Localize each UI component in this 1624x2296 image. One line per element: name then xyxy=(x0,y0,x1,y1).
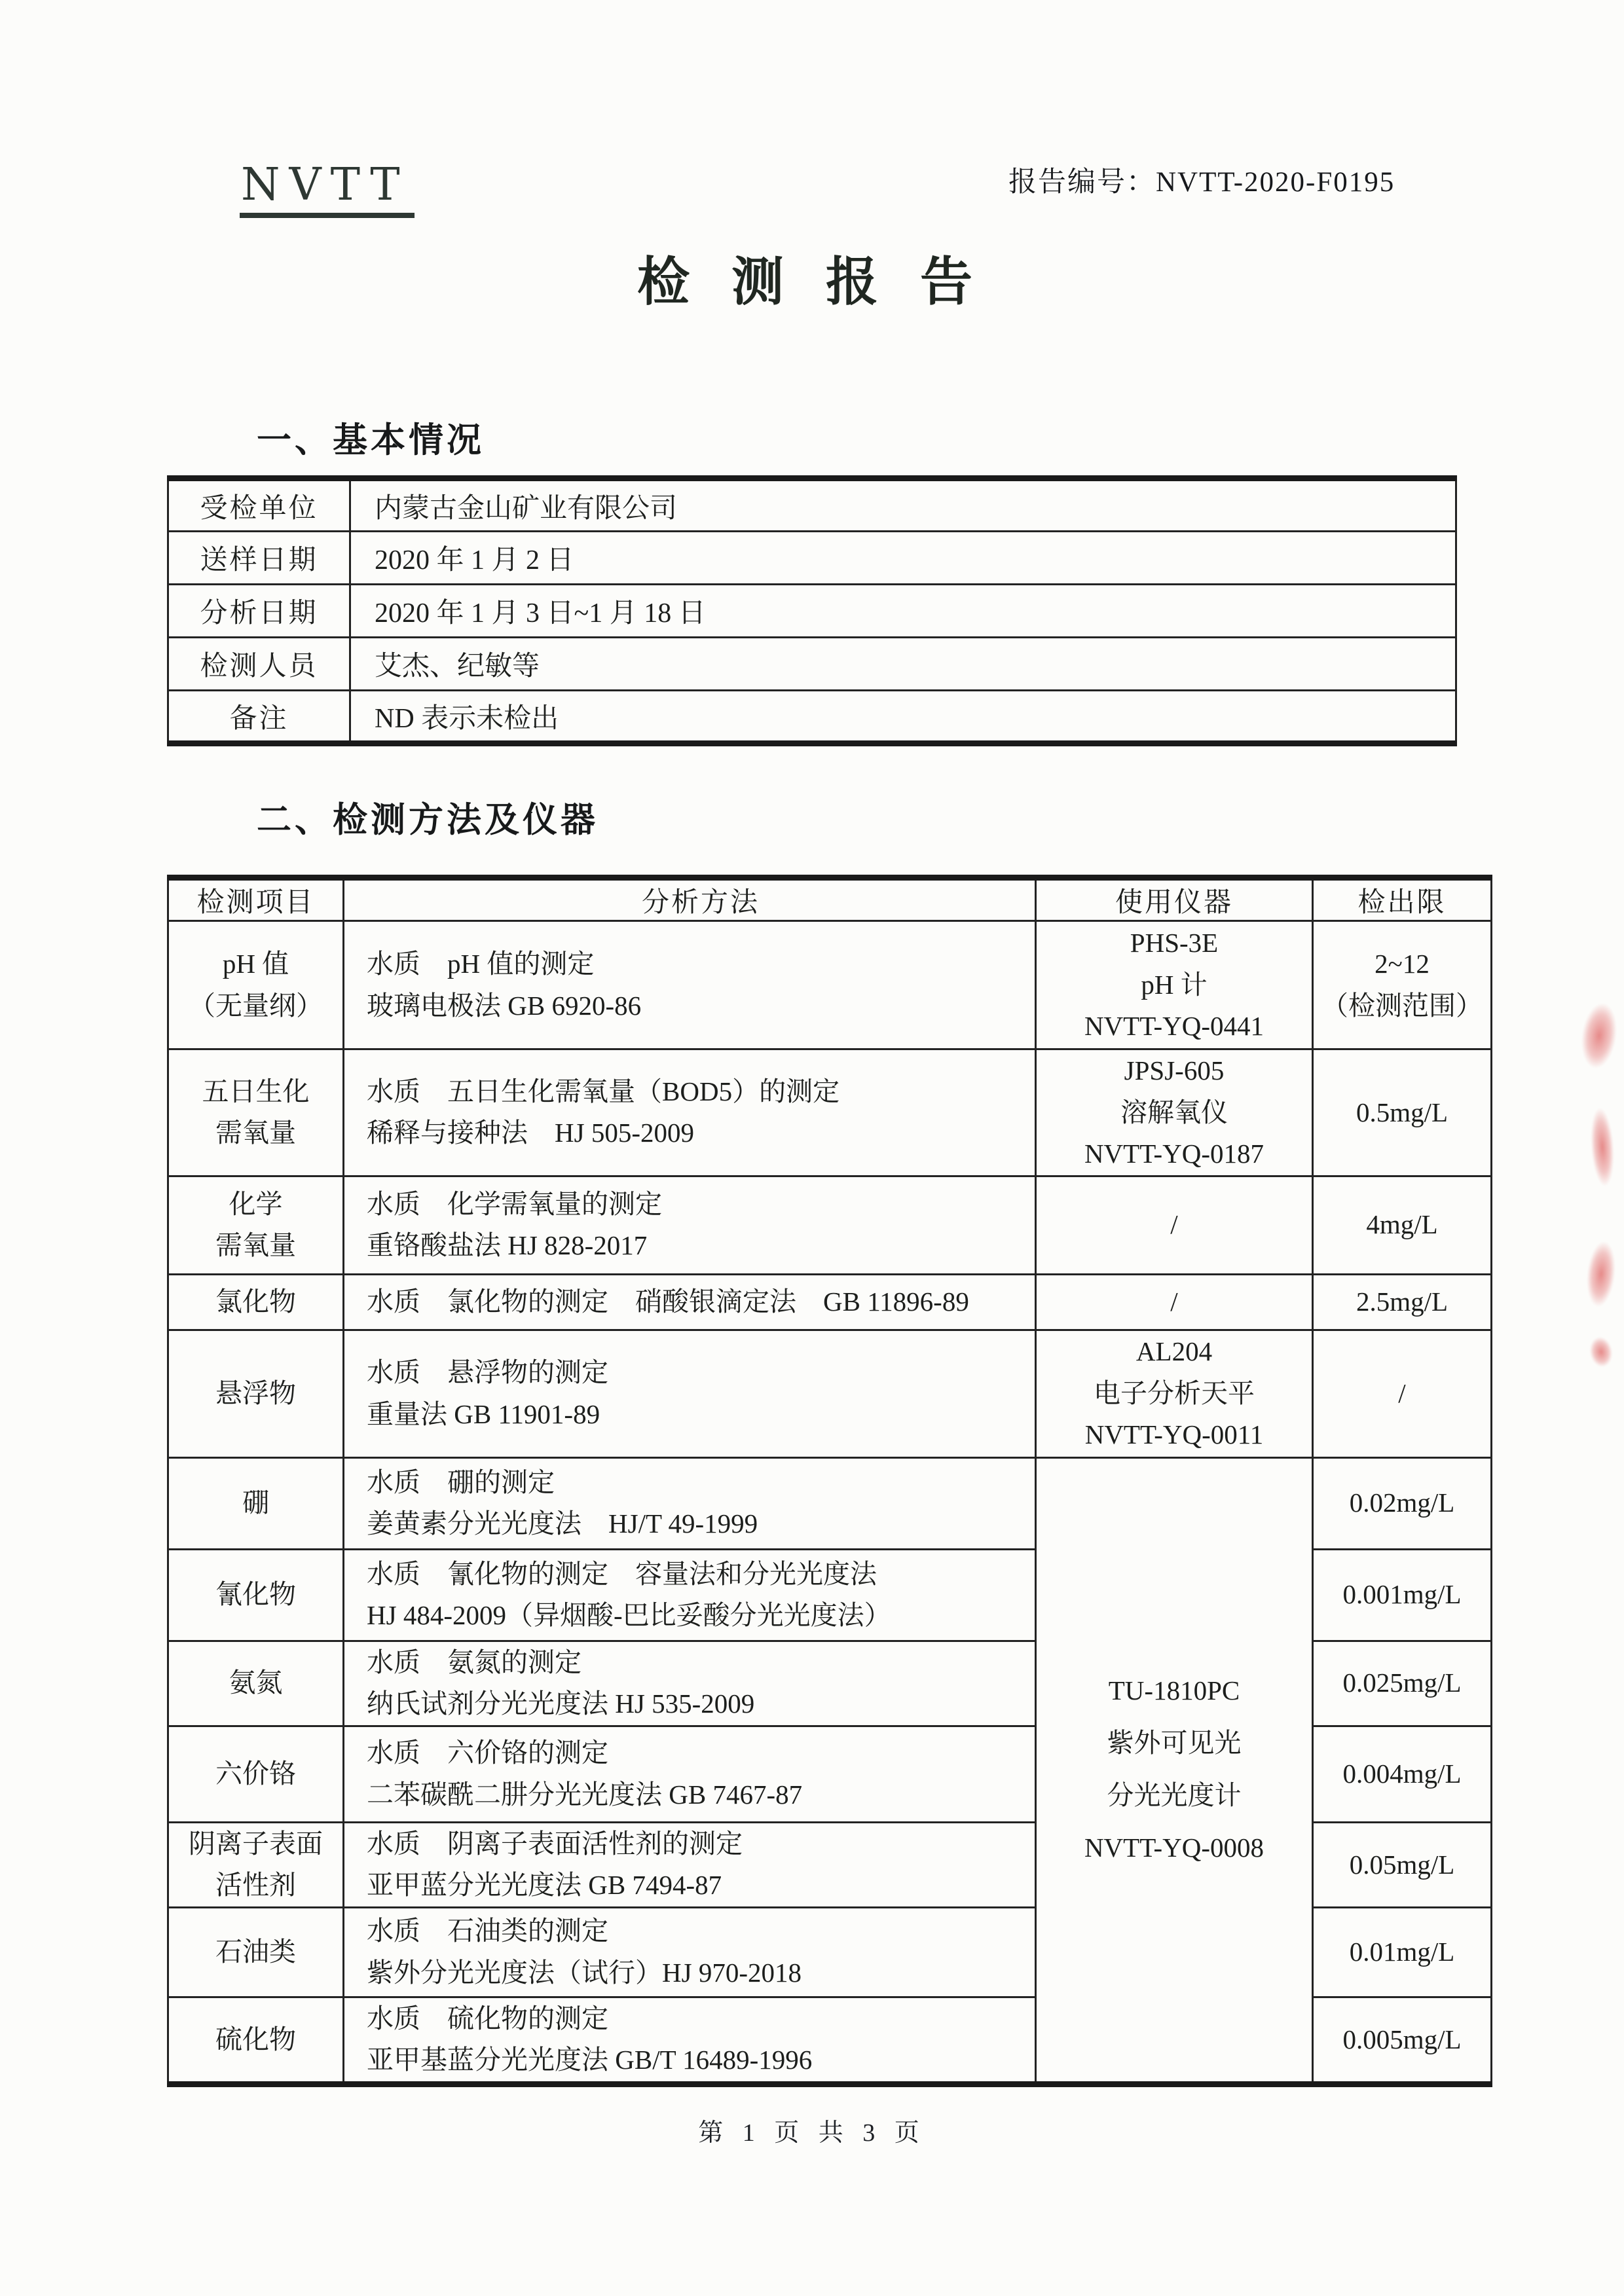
table-row-cod xyxy=(168,1176,1492,1274)
limit-cell xyxy=(1313,1641,1492,1726)
limit-cell xyxy=(1313,1049,1492,1176)
instrument-cell xyxy=(1036,1330,1313,1457)
cell-line: 石油类 xyxy=(215,1937,296,1967)
item-cell xyxy=(168,1176,344,1274)
cell-line: NVTT-YQ-0011 xyxy=(1084,1419,1264,1450)
page-title: 检 测 报 告 xyxy=(637,254,987,312)
item-cell xyxy=(168,1641,344,1726)
row-value: 2020 年 1 月 2 日 xyxy=(350,532,1456,585)
method-cell xyxy=(344,1176,1036,1274)
row-value: 内蒙古金山矿业有限公司 xyxy=(350,479,1456,532)
cell-line: 2.5mg/L xyxy=(1356,1286,1449,1317)
cell-line: 六价铬 xyxy=(215,1758,296,1789)
table-row xyxy=(168,532,1456,585)
cell-line: 0.004mg/L xyxy=(1342,1758,1462,1789)
report-number xyxy=(1008,160,1395,200)
page-number: 第 1 页 共 3 页 xyxy=(698,2119,926,2147)
item-cell xyxy=(168,1049,344,1176)
cell-line: 玻璃电极法 GB 6920-86 xyxy=(367,990,642,1021)
table-row-bod5 xyxy=(168,1049,1492,1176)
cell-line: 0.005mg/L xyxy=(1342,2024,1462,2054)
cell-line: JPSJ-605 xyxy=(1124,1055,1225,1085)
red-ink-mark xyxy=(1578,1001,1620,1070)
section-heading-methods: 二、检测方法及仪器 xyxy=(257,801,599,839)
item-cell xyxy=(168,1822,344,1907)
basic-info-table xyxy=(167,475,1457,746)
methods-table xyxy=(167,875,1492,2087)
col-header-item: 检测项目 xyxy=(168,878,344,921)
cell-line: 水质 硼的测定 xyxy=(367,1467,555,1497)
instrument-cell xyxy=(1036,1176,1313,1274)
cell-line: 分光光度计 xyxy=(1107,1780,1242,1811)
cell-line: 需氧量 xyxy=(215,1118,296,1148)
nvtt-logo: NVTT xyxy=(240,161,415,218)
cell-line: pH 计 xyxy=(1141,969,1208,1000)
item-cell xyxy=(168,1457,344,1549)
cell-line: 活性剂 xyxy=(215,1870,296,1901)
col-header-instrument: 使用仪器 xyxy=(1036,878,1313,921)
cell-line: 氰化物 xyxy=(215,1579,296,1610)
item-cell xyxy=(168,1997,344,2084)
cell-line: 0.025mg/L xyxy=(1342,1667,1462,1698)
table-row xyxy=(168,585,1456,638)
cell-line: 0.01mg/L xyxy=(1349,1937,1455,1967)
table-row xyxy=(168,691,1456,744)
cell-line: / xyxy=(1170,1209,1178,1240)
cell-line: NVTT-YQ-0008 xyxy=(1084,1832,1264,1863)
cell-line: 0.05mg/L xyxy=(1349,1849,1455,1880)
table-row-boron xyxy=(168,1457,1492,1549)
method-cell xyxy=(344,1330,1036,1457)
red-ink-mark xyxy=(1589,1107,1616,1187)
cell-line: 2~12 xyxy=(1375,948,1430,979)
cell-line: TU-1810PC xyxy=(1108,1675,1240,1706)
cell-line: 电子分析天平 xyxy=(1094,1377,1255,1408)
limit-cell xyxy=(1313,1726,1492,1822)
cell-line: 悬浮物 xyxy=(215,1377,296,1408)
cell-line: 二苯碳酰二肼分光光度法 GB 7467-87 xyxy=(367,1779,803,1810)
limit-cell xyxy=(1313,921,1492,1049)
limit-cell xyxy=(1313,1457,1492,1549)
item-cell xyxy=(168,1907,344,1997)
method-cell xyxy=(344,1822,1036,1907)
method-cell xyxy=(344,1997,1036,2084)
cell-line: 0.5mg/L xyxy=(1356,1097,1449,1127)
method-cell xyxy=(344,1457,1036,1549)
instrument-cell xyxy=(1036,1274,1313,1330)
item-cell xyxy=(168,1549,344,1641)
cell-line: 0.02mg/L xyxy=(1349,1487,1455,1518)
cell-line: 氨氮 xyxy=(229,1667,283,1698)
cell-line: 阴离子表面 xyxy=(189,1828,323,1859)
cell-line: 重铬酸盐法 HJ 828-2017 xyxy=(367,1230,648,1261)
cell-line: 需氧量 xyxy=(215,1230,296,1261)
cell-line: 水质 硫化物的测定 xyxy=(367,2003,608,2033)
method-cell xyxy=(344,1049,1036,1176)
row-label: 检测人员 xyxy=(168,638,350,691)
cell-line: pH 值 xyxy=(222,948,289,979)
cell-line: 水质 pH 值的测定 xyxy=(367,948,595,979)
item-cell xyxy=(168,1330,344,1457)
cell-line: 水质 五日生化需氧量（BOD5）的测定 xyxy=(367,1076,840,1106)
cell-line: NVTT-YQ-0187 xyxy=(1084,1139,1264,1169)
cell-line: 水质 化学需氧量的测定 xyxy=(367,1188,662,1219)
row-value: ND 表示未检出 xyxy=(350,691,1456,744)
report-number-label: 报告编号： xyxy=(1008,167,1156,198)
cell-line: 紫外分光光度法（试行）HJ 970-2018 xyxy=(367,1957,802,1988)
limit-cell xyxy=(1313,1274,1492,1330)
method-cell xyxy=(344,921,1036,1049)
cell-line: 重量法 GB 11901-89 xyxy=(367,1398,600,1429)
section-heading-basic-info: 一、基本情况 xyxy=(257,422,485,460)
cell-line: 硼 xyxy=(242,1487,269,1518)
red-ink-mark xyxy=(1584,1240,1618,1308)
limit-cell xyxy=(1313,1997,1492,2084)
cell-line: （无量纲） xyxy=(189,990,323,1021)
cell-line: 水质 阴离子表面活性剂的测定 xyxy=(367,1828,743,1859)
cell-line: 稀释与接种法 HJ 505-2009 xyxy=(367,1118,694,1148)
cell-line: AL204 xyxy=(1135,1336,1213,1367)
cell-line: 亚甲基蓝分光光度法 GB/T 16489-1996 xyxy=(367,2045,813,2075)
table-row xyxy=(168,479,1456,532)
cell-line: 水质 氰化物的测定 容量法和分光光度法 xyxy=(367,1558,877,1589)
cell-line: 紫外可见光 xyxy=(1107,1728,1242,1758)
method-cell xyxy=(344,1726,1036,1822)
cell-line: 水质 石油类的测定 xyxy=(367,1916,608,1946)
instrument-cell xyxy=(1036,1049,1313,1176)
cell-line: 水质 氯化物的测定 硝酸银滴定法 GB 11896-89 xyxy=(367,1286,969,1317)
limit-cell xyxy=(1313,1330,1492,1457)
cell-line: 五日生化 xyxy=(202,1076,310,1106)
cell-line: 化学 xyxy=(229,1188,283,1219)
row-value: 2020 年 1 月 3 日~1 月 18 日 xyxy=(350,585,1456,638)
cell-line: 氯化物 xyxy=(215,1286,296,1317)
row-label: 送样日期 xyxy=(168,532,350,585)
cell-line: 4mg/L xyxy=(1366,1209,1438,1240)
cell-line: （检测范围） xyxy=(1321,990,1483,1021)
item-cell xyxy=(168,1274,344,1330)
table-row-chloride xyxy=(168,1274,1492,1330)
item-cell xyxy=(168,921,344,1049)
limit-cell xyxy=(1313,1822,1492,1907)
method-cell xyxy=(344,1907,1036,1997)
method-cell xyxy=(344,1549,1036,1641)
table-header-row xyxy=(168,878,1492,921)
item-cell xyxy=(168,1726,344,1822)
cell-line: 水质 氨氮的测定 xyxy=(367,1647,581,1677)
method-cell xyxy=(344,1274,1036,1330)
row-label: 受检单位 xyxy=(168,479,350,532)
instrument-cell xyxy=(1036,921,1313,1049)
cell-line: 水质 六价铬的测定 xyxy=(367,1738,608,1768)
cell-line: 硫化物 xyxy=(215,2024,296,2054)
table-row-ph xyxy=(168,921,1492,1049)
instrument-cell-shared-spectrophotometer xyxy=(1036,1457,1313,2084)
report-number-value: NVTT-2020-F0195 xyxy=(1156,167,1395,198)
table-row xyxy=(168,638,1456,691)
cell-line: PHS-3E xyxy=(1130,928,1219,958)
limit-cell xyxy=(1313,1176,1492,1274)
cell-line: 溶解氧仪 xyxy=(1120,1097,1228,1127)
col-header-method: 分析方法 xyxy=(344,878,1036,921)
cell-line: 水质 悬浮物的测定 xyxy=(367,1357,608,1388)
limit-cell xyxy=(1313,1907,1492,1997)
cell-line: 姜黄素分光光度法 HJ/T 49-1999 xyxy=(367,1508,758,1539)
cell-line: HJ 484-2009（异烟酸-巴比妥酸分光光度法） xyxy=(367,1600,891,1631)
cell-line: 纳氏试剂分光光度法 HJ 535-2009 xyxy=(367,1688,755,1719)
cell-line: / xyxy=(1398,1377,1406,1408)
row-label: 分析日期 xyxy=(168,585,350,638)
col-header-limit: 检出限 xyxy=(1313,878,1492,921)
table-row-suspended-solids xyxy=(168,1330,1492,1457)
cell-line: 0.001mg/L xyxy=(1342,1579,1462,1610)
cell-line: 亚甲蓝分光光度法 GB 7494-87 xyxy=(367,1870,722,1901)
cell-line: NVTT-YQ-0441 xyxy=(1084,1011,1264,1042)
row-value: 艾杰、纪敏等 xyxy=(350,638,1456,691)
red-ink-mark xyxy=(1587,1335,1614,1368)
cell-line: / xyxy=(1170,1286,1178,1317)
method-cell xyxy=(344,1641,1036,1726)
row-label: 备注 xyxy=(168,691,350,744)
limit-cell xyxy=(1313,1549,1492,1641)
